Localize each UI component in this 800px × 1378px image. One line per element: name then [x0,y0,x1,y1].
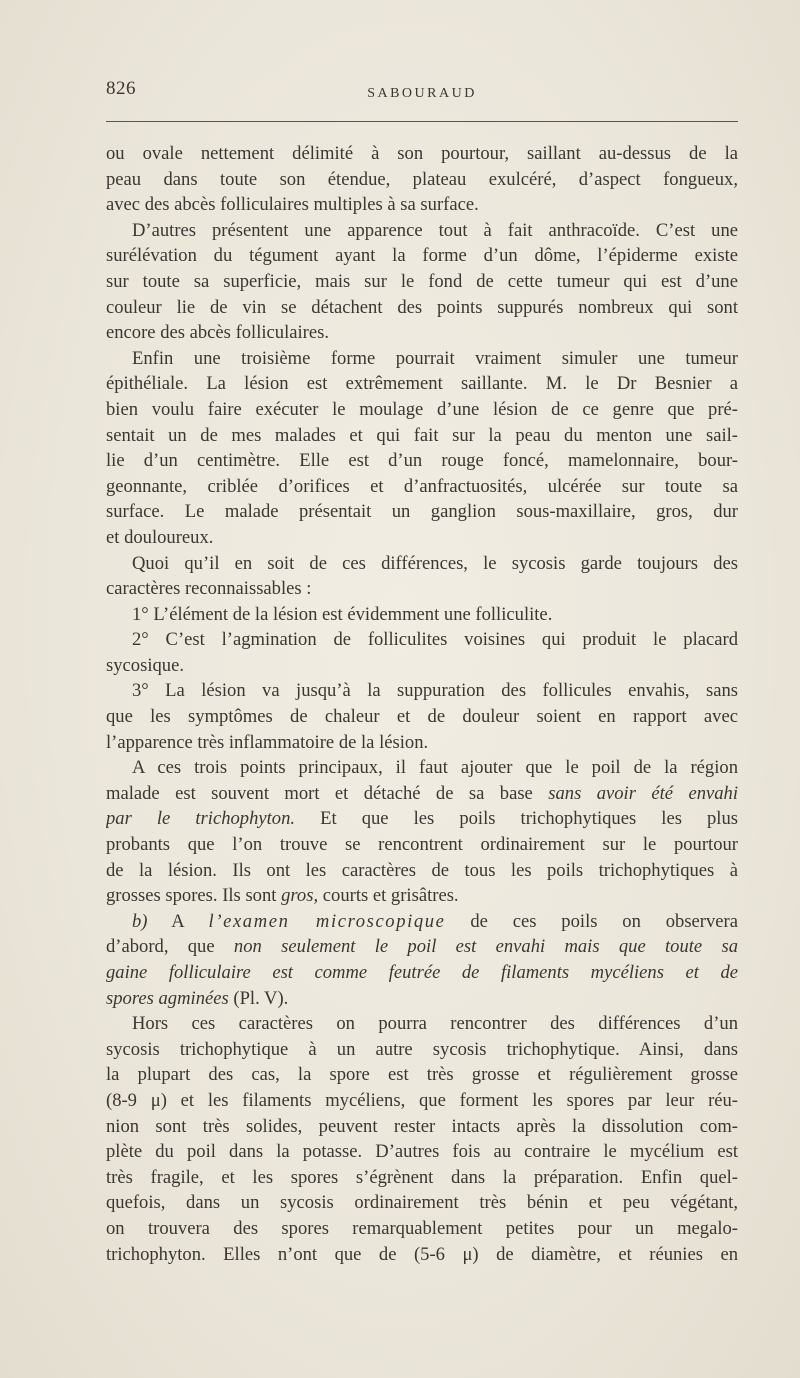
text-run: 3° La lésion va jusqu’à la suppuration des follicules envahis, sans [132,680,738,702]
text-run: par le trichophyton. [106,808,296,830]
text-run: quefois, dans un sycosis ordinairement très bénin et peu végétant, [106,1192,738,1214]
text-run: surface. Le malade présentait un ganglion sous-maxillaire, gros, dur [106,501,738,523]
text-line [106,755,738,781]
text-line [106,858,738,884]
text-run: Enfin une troisième forme pourrait vraiment simuler une tumeur [132,347,738,369]
text-run: ou ovale nettement délimité à son pourtour, saillant au-dessus de la [106,143,738,164]
text-line [106,192,738,218]
text-line [106,551,738,577]
text-line [106,448,738,474]
text-run: plète du poil dans la potasse. D’autres fois au contraire le mycélium est [106,1141,738,1163]
text-line [106,1242,738,1268]
text-line [106,806,738,832]
text-run: sycosis trichophytique à un autre sycosis trichophytique. Ainsi, dans [106,1038,738,1060]
text-line [106,781,738,807]
text-run: bien voulu faire exécuter le moulage d’une lésion de ce genre que pré- [106,398,738,420]
text-line [106,141,738,167]
text-line [106,167,738,193]
text-line [106,832,738,858]
text-run: trichophyton. Elles n’ont que de (5-6 μ) de diamètre, et réunies en [106,1243,738,1265]
text-run: peau dans toute son étendue, plateau exulcéré, d’aspect fongueux, [106,168,738,190]
text-line [106,1190,738,1216]
text-run: surélévation du tégument ayant la forme d’un dôme, l’épiderme existe [106,245,738,267]
text-line [106,1062,738,1088]
text-line [106,1216,738,1242]
text-line [106,295,738,321]
text-line [106,320,738,346]
running-head: SABOURAUD [367,86,477,101]
text-run: épithéliale. La lésion est extrêmement saillante. M. le Dr Besnier a [106,373,738,395]
text-run: 2° C’est l’agmination de folliculites voisines qui produit le placard [132,629,738,651]
text-run: A ces trois points principaux, il faut ajouter que le poil de la région [132,757,738,779]
text-run: Et que les poils trichophytiques les plus [295,808,738,830]
text-run: non seulement le poil est envahi mais que toute sa [233,936,738,958]
text-run: d’abord, que [106,936,234,958]
text-run: de la lésion. Ils ont les caractères de tous les poils trichophytiques à [106,859,738,881]
text-line [106,499,738,525]
text-run: caractères reconnaissables : [106,578,312,600]
text-run: malade est souvent mort et détaché de sa base [106,782,549,804]
text-line [106,960,738,986]
text-run: grosses spores. Ils sont [106,885,282,907]
text-line [106,346,738,372]
text-run: de ces poils on observera [445,910,738,932]
text-line [106,1037,738,1063]
body-text [106,141,738,1267]
text-line [106,397,738,423]
text-run: Hors ces caractères on pourra rencontrer des différences d’un [132,1013,738,1035]
text-line [106,218,738,244]
text-run: (Pl. V). [228,987,289,1009]
text-line [106,909,738,935]
text-run: sans avoir été envahi [548,782,738,804]
text-line [106,730,738,756]
text-run: sycosique. [106,654,184,676]
text-run: sur toute sa superficie, mais sur le fond de cette tumeur qui est d’une [106,270,738,292]
header-rule [106,121,738,122]
text-line [106,1114,738,1140]
text-run: et douloureux. [106,526,214,548]
text-run: probants que l’on trouve se rencontrent ordinairement sur le pourtour [106,834,738,856]
text-line [106,883,738,909]
text-line [106,243,738,269]
text-run: (8-9 μ) et les filaments mycéliens, que forment les spores par leur réu- [106,1089,738,1111]
text-line [106,678,738,704]
text-line [106,423,738,449]
text-line [106,653,738,679]
text-line [106,934,738,960]
text-run: la plupart des cas, la spore est très grosse et régulièrement grosse [106,1064,738,1086]
text-run: avec des abcès folliculaires multiples à sa surface. [106,194,479,216]
text-run: b) [132,910,148,932]
text-line [106,269,738,295]
text-run: très fragile, et les spores s’égrènent dans la préparation. Enfin quel- [106,1166,738,1188]
page-header [106,78,738,108]
text-run: couleur lie de vin se détachent des points suppurés nombreux qui sont [106,296,738,318]
text-run: l’apparence très inflammatoire de la lésion. [106,731,429,753]
text-run: geonnante, criblée d’orifices et d’anfractuosités, ulcérée sur toute sa [106,475,738,497]
text-run: que les symptômes de chaleur et de douleur soient en rapport avec [106,706,738,728]
text-run: , courts et grisâtres. [313,885,459,907]
text-run: Quoi qu’il en soit de ces différences, le sycosis garde toujours des [132,552,738,574]
text-run: 1° L’élément de la lésion est évidemment une folliculite. [132,603,553,625]
text-line [106,1011,738,1037]
text-run: lie d’un centimètre. Elle est d’un rouge foncé, mamelonnaire, bour- [106,450,738,472]
text-run: gaine folliculaire est comme feutrée de filaments mycéliens et de [106,962,738,983]
page-number: 826 [106,78,136,99]
text-run: on trouvera des spores remarquablement petites pour un megalo- [106,1217,738,1239]
text-line [106,576,738,602]
text-line [106,602,738,628]
text-line [106,627,738,653]
text-run: encore des abcès folliculaires. [106,322,330,344]
text-line [106,525,738,551]
text-line [106,1088,738,1114]
text-run: spores agminées [106,987,229,1009]
text-line [106,371,738,397]
text-line [106,986,738,1012]
text-line [106,704,738,730]
text-run: A [147,910,209,932]
text-line [106,1165,738,1191]
text-run: sentait un de mes malades et qui fait sur la peau du menton une sail- [106,424,738,446]
text-run: l’examen microscopique [208,910,446,932]
text-line [106,1139,738,1165]
text-run: nion sont très solides, peuvent rester intacts après la dissolution com- [106,1115,738,1137]
text-run: D’autres présentent une apparence tout à fait anthracoïde. C’est une [132,219,738,241]
text-line [106,474,738,500]
text-run: gros [281,885,314,907]
